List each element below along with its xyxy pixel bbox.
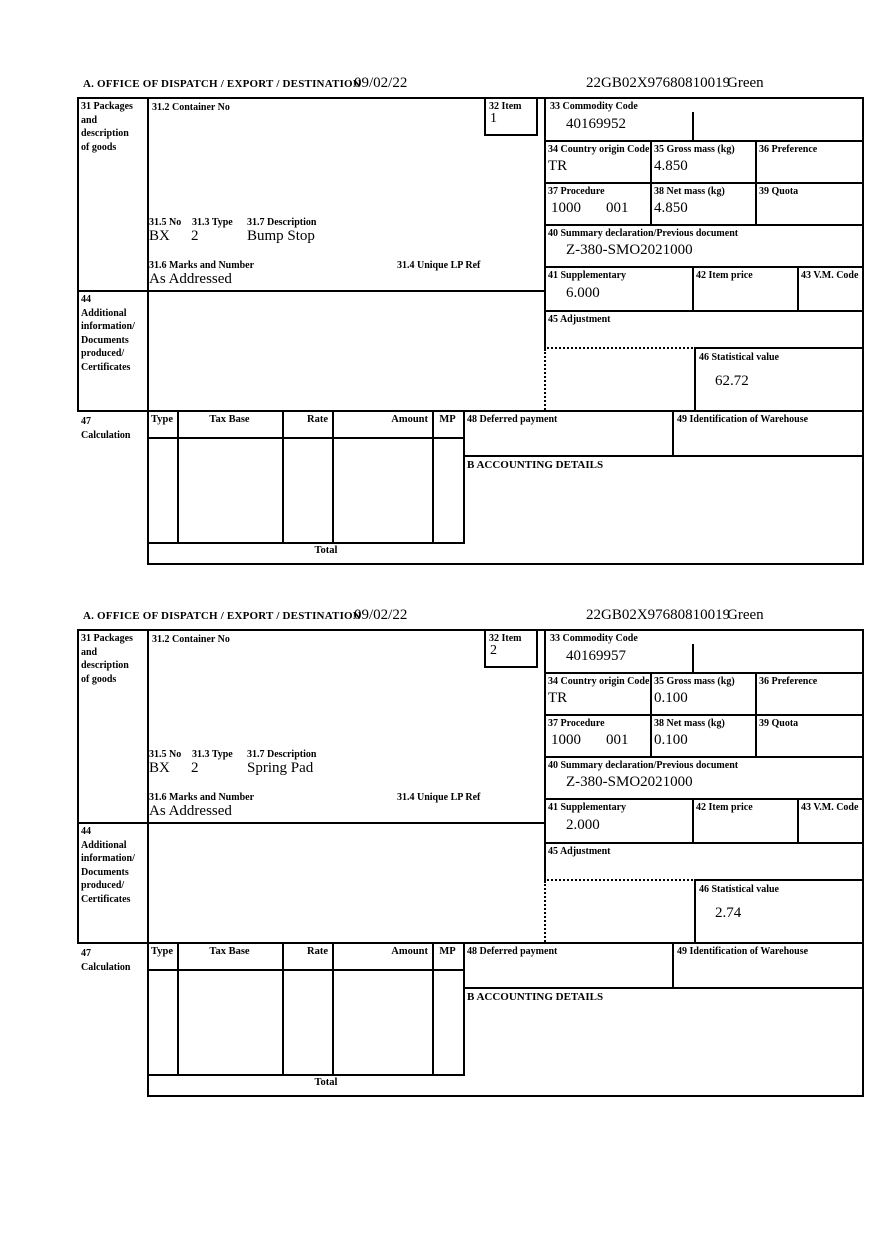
commodity-code-divider — [692, 644, 694, 672]
total-label: Total — [314, 1077, 338, 1088]
box-31-label: 31 Packages and description of goods — [81, 101, 133, 153]
box-31-7-label: 31.7 Description — [247, 749, 317, 760]
routing-indicator: Green — [727, 75, 764, 91]
tax-col-type: Type — [151, 946, 173, 957]
package-no: BX — [149, 760, 170, 776]
box-31-3-label: 31.3 Type — [192, 749, 233, 760]
tax-col-rate: Rate — [307, 414, 328, 425]
box-31-4-label: 31.4 Unique LP Ref — [397, 792, 481, 803]
center-divider-dotted — [544, 349, 546, 410]
net-mass: 0.100 — [654, 732, 688, 748]
box-49-label: 49 Identification of Warehouse — [677, 946, 809, 957]
country-origin-code: TR — [548, 158, 568, 174]
box-32-item — [484, 631, 538, 668]
grid-line — [544, 224, 864, 226]
box-39-label: 39 Quota — [759, 186, 799, 197]
box-40-label: 40 Summary declaration/Previous document — [548, 760, 739, 771]
package-no: BX — [149, 228, 170, 244]
country-origin-code: TR — [548, 690, 568, 706]
tax-table-bottom-border — [147, 542, 465, 544]
dispatch-date: 09/02/22 — [354, 607, 408, 623]
box-31-4-label: 31.4 Unique LP Ref — [397, 260, 481, 271]
declaration-item-block — [77, 75, 864, 566]
summary-declaration: Z-380-SMO2021000 — [566, 242, 693, 258]
goods-description: Bump Stop — [247, 228, 315, 244]
grid-line — [755, 140, 757, 226]
tax-col-amount: Amount — [391, 946, 428, 957]
box-44-label: 44 Additional information/ Documents produced/ Certificates — [81, 294, 135, 373]
tax-table-line — [177, 942, 179, 1074]
grid-line — [797, 798, 799, 844]
label-column-divider — [147, 97, 149, 565]
box-31-6-label: 31.6 Marks and Number — [149, 792, 255, 803]
grid-line — [544, 756, 864, 758]
dotted-divider — [544, 347, 696, 349]
statistical-value: 62.72 — [715, 373, 749, 389]
box-44-label: 44 Additional information/ Documents produced/ Certificates — [81, 826, 135, 905]
box-34-label: 34 Country origin Code — [548, 144, 650, 155]
supplementary-units: 2.000 — [566, 817, 600, 833]
packages-bottom-border — [77, 822, 546, 824]
box-46-label: 46 Statistical value — [699, 352, 779, 363]
tax-table-line — [282, 410, 284, 542]
accounting-details-label: B ACCOUNTING DETAILS — [467, 991, 604, 1003]
tax-table-line — [332, 410, 334, 542]
box-32-label: 32 Item — [489, 101, 522, 112]
outer-right-border — [862, 97, 864, 565]
grid-line — [544, 140, 864, 142]
box-38-label: 38 Net mass (kg) — [654, 186, 725, 197]
grid-line — [544, 714, 864, 716]
declaration-reference: 22GB02X97680810019 — [586, 75, 731, 91]
tax-col-tax-base: Tax Base — [209, 946, 250, 957]
tax-col-amount: Amount — [391, 414, 428, 425]
tax-col-tax-base: Tax Base — [209, 414, 250, 425]
net-mass: 4.850 — [654, 200, 688, 216]
outer-top-border — [77, 97, 864, 99]
box-31-2-label: 31.2 Container No — [152, 634, 230, 645]
box-36-label: 36 Preference — [759, 676, 818, 687]
procedure-additional-code: 001 — [606, 732, 629, 748]
box-40-label: 40 Summary declaration/Previous document — [548, 228, 739, 239]
accounting-top-border — [463, 987, 862, 989]
commodity-code: 40169957 — [566, 648, 626, 664]
grid-line — [692, 798, 694, 844]
item-number: 1 — [490, 111, 497, 126]
tax-table-header-underline — [147, 437, 465, 439]
tax-table-line — [282, 942, 284, 1074]
box-43-label: 43 V.M. Code — [801, 802, 859, 813]
box-42-label: 42 Item price — [696, 802, 753, 813]
commodity-code-divider — [692, 112, 694, 140]
box-31-5-label: 31.5 No — [149, 217, 182, 228]
tax-table-line — [432, 942, 434, 1074]
tax-table-right-border — [463, 942, 465, 1074]
label-column-divider — [147, 629, 149, 1097]
outer-bottom-border — [147, 1095, 864, 1097]
box-33-label: 33 Commodity Code — [550, 633, 638, 644]
outer-top-border — [77, 629, 864, 631]
box-42-label: 42 Item price — [696, 270, 753, 281]
supplementary-units: 6.000 — [566, 285, 600, 301]
grid-line — [692, 266, 694, 312]
statistical-value: 2.74 — [715, 905, 742, 921]
procedure-code: 1000 — [551, 200, 581, 216]
box-37-label: 37 Procedure — [548, 718, 605, 729]
package-type: 2 — [191, 228, 199, 244]
grid-line — [544, 266, 864, 268]
marks-and-number: As Addressed — [149, 803, 232, 819]
box-41-label: 41 Supplementary — [548, 270, 627, 281]
box-48-label: 48 Deferred payment — [467, 414, 558, 425]
box-31-6-label: 31.6 Marks and Number — [149, 260, 255, 271]
dispatch-date: 09/02/22 — [354, 75, 408, 91]
box-48-label: 48 Deferred payment — [467, 946, 558, 957]
tax-table-line — [332, 942, 334, 1074]
box-45-label: 45 Adjustment — [548, 314, 611, 325]
summary-declaration: Z-380-SMO2021000 — [566, 774, 693, 790]
box-32-item — [484, 99, 538, 136]
box-39-label: 39 Quota — [759, 718, 799, 729]
tax-col-type: Type — [151, 414, 173, 425]
box-43-label: 43 V.M. Code — [801, 270, 859, 281]
box-48-49-divider — [672, 410, 674, 457]
procedure-additional-code: 001 — [606, 200, 629, 216]
grid-line — [544, 842, 864, 844]
box-33-label: 33 Commodity Code — [550, 101, 638, 112]
box-36-label: 36 Preference — [759, 144, 818, 155]
procedure-code: 1000 — [551, 732, 581, 748]
box-31-7-label: 31.7 Description — [247, 217, 317, 228]
box-47-label: 47 Calculation — [81, 948, 131, 973]
box-49-label: 49 Identification of Warehouse — [677, 414, 809, 425]
total-label: Total — [314, 545, 338, 556]
office-of-dispatch-label: A. OFFICE OF DISPATCH / EXPORT / DESTINATION — [83, 610, 361, 622]
gross-mass: 4.850 — [654, 158, 688, 174]
tax-table-line — [432, 410, 434, 542]
tax-table-bottom-border — [147, 1074, 465, 1076]
box-41-label: 41 Supplementary — [548, 802, 627, 813]
box-47-label: 47 Calculation — [81, 416, 131, 441]
accounting-top-border — [463, 455, 862, 457]
outer-left-border — [77, 629, 79, 944]
box-48-49-divider — [672, 942, 674, 989]
box-37-label: 37 Procedure — [548, 186, 605, 197]
tax-table-header-underline — [147, 969, 465, 971]
gross-mass: 0.100 — [654, 690, 688, 706]
marks-and-number: As Addressed — [149, 271, 232, 287]
grid-line — [544, 798, 864, 800]
item-number: 2 — [490, 643, 497, 658]
packages-bottom-border — [77, 290, 546, 292]
tax-col-mp: MP — [439, 414, 456, 425]
box-31-2-label: 31.2 Container No — [152, 102, 230, 113]
tax-table-right-border — [463, 410, 465, 542]
outer-left-border — [77, 97, 79, 412]
center-divider-dotted — [544, 881, 546, 942]
accounting-details-label: B ACCOUNTING DETAILS — [467, 459, 604, 471]
grid-line — [650, 140, 652, 226]
office-of-dispatch-label: A. OFFICE OF DISPATCH / EXPORT / DESTINATION — [83, 78, 361, 90]
grid-line — [755, 672, 757, 758]
grid-line — [544, 310, 864, 312]
box-31-5-label: 31.5 No — [149, 749, 182, 760]
commodity-code: 40169952 — [566, 116, 626, 132]
box-31-3-label: 31.3 Type — [192, 217, 233, 228]
grid-line — [797, 266, 799, 312]
box-35-label: 35 Gross mass (kg) — [654, 676, 735, 687]
box-45-label: 45 Adjustment — [548, 846, 611, 857]
tax-table-line — [177, 410, 179, 542]
box-31-label: 31 Packages and description of goods — [81, 633, 133, 685]
grid-line — [544, 672, 864, 674]
outer-right-border — [862, 629, 864, 1097]
routing-indicator: Green — [727, 607, 764, 623]
declaration-reference: 22GB02X97680810019 — [586, 607, 731, 623]
box-35-label: 35 Gross mass (kg) — [654, 144, 735, 155]
box-38-label: 38 Net mass (kg) — [654, 718, 725, 729]
package-type: 2 — [191, 760, 199, 776]
outer-bottom-border — [147, 563, 864, 565]
box-46-label: 46 Statistical value — [699, 884, 779, 895]
dotted-divider — [544, 879, 696, 881]
tax-col-rate: Rate — [307, 946, 328, 957]
box-34-label: 34 Country origin Code — [548, 676, 650, 687]
tax-col-mp: MP — [439, 946, 456, 957]
grid-line — [650, 672, 652, 758]
goods-description: Spring Pad — [247, 760, 314, 776]
declaration-item-block — [77, 607, 864, 1098]
grid-line — [544, 182, 864, 184]
box-32-label: 32 Item — [489, 633, 522, 644]
